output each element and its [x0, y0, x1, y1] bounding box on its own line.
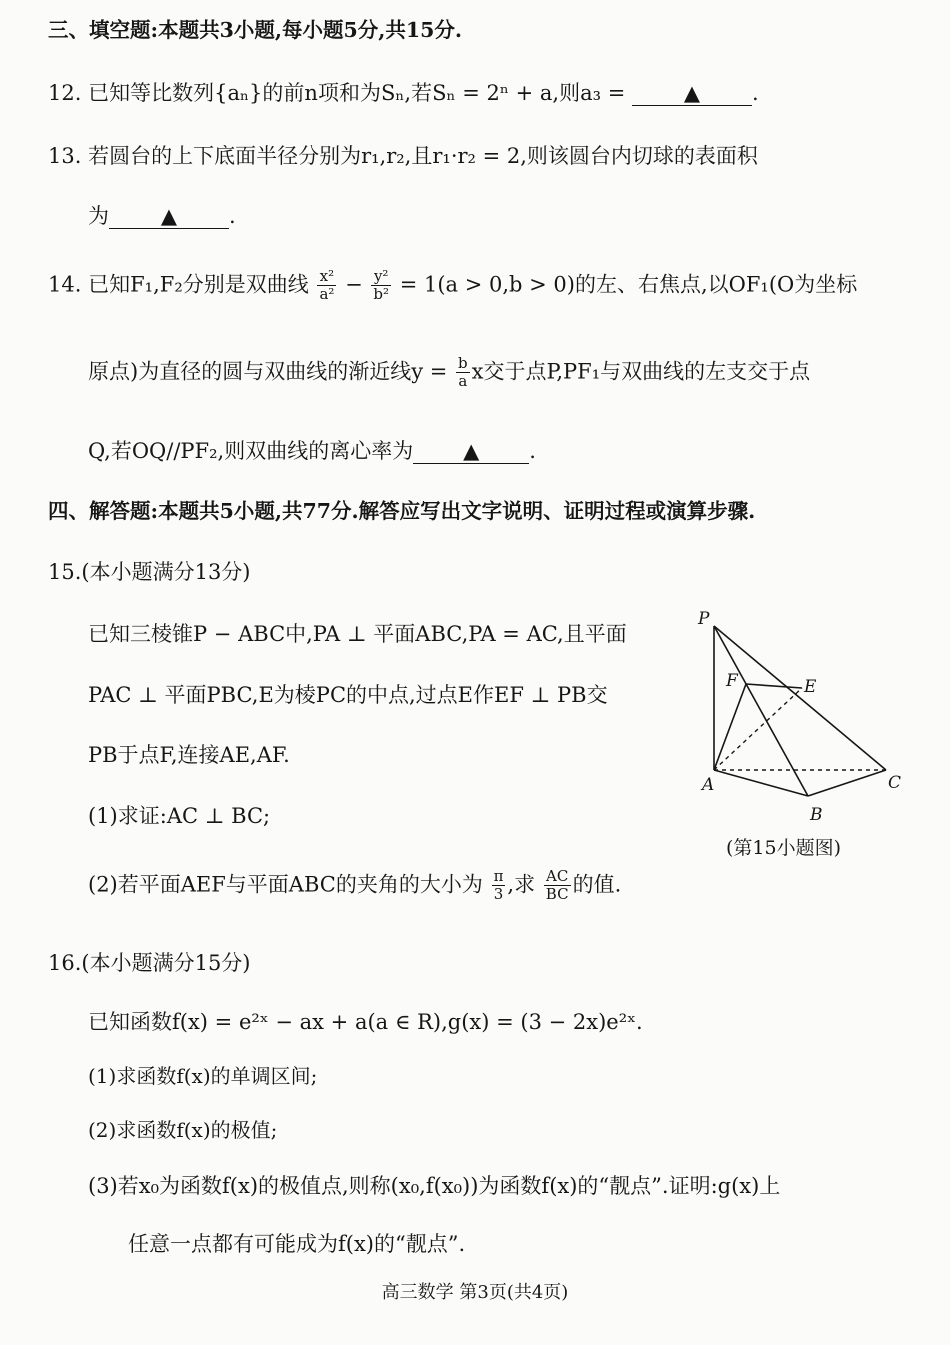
- question-14-line-2: 原点)为直径的圆与双曲线的渐近线y = $\frac{b}{a}$ x交于点P,PF₁与双曲线的左支交于点: [88, 354, 811, 391]
- fraction-b-a: $\frac{b}{a}$: [458, 354, 468, 391]
- label-c: C: [888, 773, 902, 793]
- segment-ae-hidden: [714, 688, 802, 770]
- fraction-pi-3: $\frac{\pi}{3}$: [493, 867, 504, 904]
- figure-caption: (第15小题图): [726, 837, 842, 859]
- question-15-part-2: (2)若平面AEF与平面ABC的夹角的大小为 $\frac{\pi}{3}$ ,求 $\frac{AC}{BC}$ 的值.: [88, 867, 622, 904]
- question-15-part-1: (1)求证:AC ⊥ BC;: [88, 804, 271, 828]
- answer-blank: [632, 83, 752, 106]
- question-number: 12.: [48, 81, 82, 105]
- segment-af: [714, 684, 746, 770]
- question-16-part-2: (2)求函数f(x)的极值;: [88, 1118, 278, 1142]
- label-b: B: [810, 805, 823, 825]
- edge-pb: [714, 626, 808, 796]
- question-text: 已知等比数列{aₙ}的前n项和为Sₙ,若Sₙ = 2ⁿ + a,则a₃ =: [88, 81, 626, 105]
- fraction-y2-b2: $\frac{\text{y²}}{\text{b²}}$: [373, 267, 390, 304]
- question-16-part-3-line-1: (3)若x₀为函数f(x)的极值点,则称(x₀,f(x₀))为函数f(x)的“靓点”.证明:g(x)上: [88, 1174, 781, 1198]
- label-p: P: [698, 609, 710, 629]
- question-13-line-1: [48, 146, 758, 167]
- edge-bc: [808, 770, 886, 796]
- question-16-part-1: (1)求函数f(x)的单调区间;: [88, 1064, 318, 1088]
- segment-fe: [746, 684, 802, 688]
- triangle-icon: ▲: [463, 439, 480, 463]
- question-12: 12. 已知等比数列{aₙ}的前n项和为Sₙ,若Sₙ = 2ⁿ + a,则a₃ = ▲ .: [48, 81, 759, 105]
- edge-pc: [714, 626, 886, 770]
- question-14-line-3: Q,若OQ//PF₂,则双曲线的离心率为 ▲ .: [88, 439, 536, 463]
- answer-blank: [413, 441, 529, 464]
- tetrahedron-figure: [690, 608, 910, 838]
- question-15-line-2: PAC ⊥ 平面PBC,E为棱PC的中点,过点E作EF ⊥ PB交: [88, 683, 608, 707]
- triangle-icon: ▲: [160, 204, 178, 228]
- question-15-line-1: 已知三棱锥P − ABC中,PA ⊥ 平面ABC,PA = AC,且平面: [88, 622, 627, 646]
- question-15-header: 15.(本小题满分13分): [48, 560, 251, 584]
- fraction-x2-a2: $\frac{\text{x²}}{\text{a²}}$: [319, 267, 335, 304]
- label-a: A: [702, 775, 715, 795]
- question-13-line-2: 为 ▲ .: [88, 204, 236, 228]
- label-e: E: [804, 677, 817, 697]
- edge-ab: [714, 770, 808, 796]
- question-16-line-1: 已知函数f(x) = e²ˣ − ax + a(a ∈ R),g(x) = (3 − 2x)e²ˣ.: [88, 1010, 643, 1034]
- page-footer: 高三数学 第3页(共4页): [381, 1282, 569, 1303]
- question-15-line-3: PB于点F,连接AE,AF.: [88, 743, 290, 767]
- question-number: 14.: [48, 272, 82, 297]
- section-4-heading: 四、解答题:本题共5小题,共77分.解答应写出文字说明、证明过程或演算步骤.: [48, 499, 756, 523]
- fraction-ac-bc: $\frac{AC}{BC}$: [545, 867, 569, 904]
- label-f: F: [726, 671, 738, 691]
- triangle-icon: ▲: [683, 81, 701, 105]
- answer-blank: [109, 206, 229, 229]
- question-number: 13.: [48, 144, 82, 168]
- question-14-line-1: 14. 已知F₁,F₂分别是双曲线 $\frac{\text{x²}}{\text{a²}}$ − $\frac{\text{y²}}{\text{b²}}$ = 1(a > 0,b > 0)的左、右焦点,以OF₁(O为坐标: [48, 267, 858, 304]
- question-16-header: 16.(本小题满分15分): [48, 951, 251, 975]
- section-3-heading: 三、填空题:本题共3小题,每小题5分,共15分.: [48, 18, 463, 42]
- question-16-part-3-line-2: 任意一点都有可能成为f(x)的“靓点”.: [128, 1232, 466, 1256]
- question-text: 若圆台的上下底面半径分别为r₁,r₂,且r₁·r₂ = 2,则该圆台内切球的表面积: [88, 144, 758, 168]
